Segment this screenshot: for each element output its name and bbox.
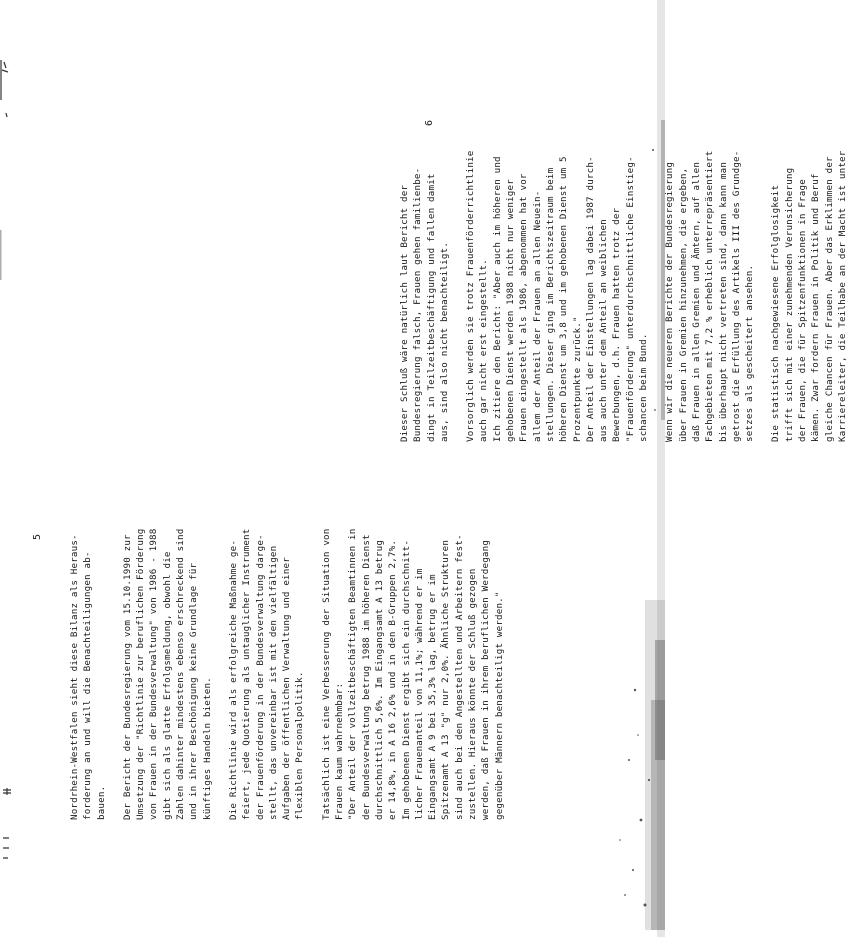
text-line: gleiche Chancen für Frauen. Aber das Erklimmen der xyxy=(823,156,835,442)
text-line: durchschnittlich 5,6%. Im Eingangsamt A 13 betrug xyxy=(373,539,385,820)
text-line: Bundesregierung falsch, Frauen gehen familienbe- xyxy=(412,167,424,442)
text-line: Ich zitiere den Bericht: "Aber auch im höheren und xyxy=(491,156,503,442)
text-line: allem der Anteil der Frauen an allen Neuein- xyxy=(531,190,543,442)
text-line: Nordrhein-Westfalen sieht diese Bilanz als Heraus- xyxy=(69,534,80,820)
page-number-right: 6 xyxy=(424,119,435,126)
text-line: aus, sind also nicht benachteiligt. xyxy=(438,241,450,442)
text-line: bis überhaupt nicht vertreten sind, dann kann man xyxy=(717,161,729,442)
paragraph xyxy=(320,529,506,820)
text-line: künftiges Handeln bieten. xyxy=(201,677,213,820)
scan-left-marks xyxy=(0,0,40,937)
text-line: aus auch unter dem Anteil an weiblichen xyxy=(598,219,610,442)
text-line: Der Bericht der Bundesregierung vom 15.10.1990 zur xyxy=(121,534,133,820)
text-line: gegenüber Männern benachteiligt werden." xyxy=(493,591,505,820)
text-line: Umsetzung der "Richtlinie zur beruflichen Förderung xyxy=(135,528,147,820)
text-line: Aufgaben der öffentlichen Verwaltung und einer xyxy=(281,557,293,820)
text-line: sind auch bei den Angestellten und Arbeitern fest- xyxy=(453,534,465,820)
text-line: Tatsächlich ist eine Verbesserung der Situation von xyxy=(320,528,332,820)
paragraph xyxy=(769,151,849,442)
text-line: dingt in Teilzeitbeschäftigung und fallen damit xyxy=(425,173,437,442)
text-line: forderung an und will die Benachteiligungen ab- xyxy=(82,551,94,820)
paragraph xyxy=(464,151,650,442)
text-line: setzes als gescheitert ansehen. xyxy=(744,264,756,442)
scan-edge-noise xyxy=(605,0,665,937)
text-line: feiert, jede Quotierung als untauglicher Instrument xyxy=(241,528,253,820)
text-line: Frauen eingestellt als 1986, abgenommen hat vor xyxy=(518,173,530,442)
text-line: höheren Dienst um 3,8 und im gehobenen Dienst um 5 xyxy=(558,156,570,442)
text-line: Der Anteil der Einstellungen lag dabei 1987 durch- xyxy=(584,156,596,442)
text-line: Frauen kaum wahrnehmbar: xyxy=(334,682,346,820)
text-line: Prozentpunkte zurück." xyxy=(571,316,583,442)
text-line: Karriereleiter, die Teilhabe an der Macht ist unter xyxy=(836,150,848,442)
text-line: stellungen. Dieser ging im Berichtszeitraum beim xyxy=(544,167,556,442)
text-line: schancen beim Bund. xyxy=(638,333,650,442)
text-line: Bewerbungen, d.h. Frauen hatten trotz der xyxy=(611,207,623,442)
text-line: Die Richtlinie wird als erfolgreiche Maßnahme ge- xyxy=(227,539,239,820)
page-number-left: 5 xyxy=(32,533,43,540)
text-line: Eingangsamt A 9 bei 35,3% lag, betrug er im xyxy=(427,574,439,820)
text-line: Dieser Schluß wäre natürlich laut Bericht der xyxy=(399,184,410,442)
paragraph xyxy=(227,529,307,820)
text-line: Spitzenamt A 13 "g" nur 2,0%. Ähnliche Strukturen xyxy=(440,539,452,820)
text-line: er 14,8%, in A 16 2,6% und in den B-Gruppen 2,7%. xyxy=(387,539,399,820)
text-line: werden, daß Frauen in ihrem beruflichen Werdegang xyxy=(480,539,492,820)
text-line: von Frauen in der Bundesverwaltung" von 1986 - 1988 xyxy=(148,528,160,820)
text-line: der Frauen, die für Spitzenfunktionen in Frage xyxy=(797,179,809,442)
text-line: Zahlen dahinter mindestens ebenso erschreckend sind xyxy=(175,528,187,820)
text-line: bauen. xyxy=(95,785,107,820)
paragraph xyxy=(398,151,451,442)
text-line: daß Frauen in allen Gremien und Ämtern, auf allen xyxy=(690,161,702,442)
text-line: "Der Anteil der vollzeitbeschäftigten Beamtinnen in xyxy=(347,528,359,820)
text-column-page-5 xyxy=(68,529,519,820)
text-line: Wenn wir die neueren Berichte der Bundesregierung xyxy=(664,161,676,442)
text-line: über Frauen in Gremien hinzunehmen, die ergeben, xyxy=(677,167,689,442)
text-line: der Frauenförderung in der Bundesverwaltung darge- xyxy=(254,534,266,820)
text-line: flexiblen Personalpolitik. xyxy=(294,671,306,820)
text-line: Die statistisch nachgewiesene Erfolglosigkeit xyxy=(770,184,782,442)
text-column-page-6 xyxy=(398,151,862,442)
text-line: licher Frauenanteil von 11,1%; während er im xyxy=(413,568,425,820)
text-line: gibt sich als glatte Erfolgsmeldung, obwohl die xyxy=(161,551,173,820)
text-line: stellt, das unvereinbar ist mit den vielfältigen xyxy=(267,545,279,820)
text-line: Fachgebieten mit 7,2 % erheblich unterrepräsentiert xyxy=(704,150,716,442)
text-line: kämen. Zwar fordern Frauen in Politik und Beruf xyxy=(810,173,822,442)
paragraph xyxy=(68,529,108,820)
text-line: "Frauenförderung" unterdurchschnittliche Einstieg- xyxy=(624,156,636,442)
text-line: und in ihrer Beschönigung keine Grundlage für xyxy=(188,562,200,820)
text-line: getrost die Erfüllung des Artikels III des Grundge- xyxy=(730,150,742,442)
text-line: auch gar nicht erst eingestellt. xyxy=(478,259,490,442)
paragraph xyxy=(121,529,214,820)
text-line: zustellen. Hieraus könnte der Schluß gezogen xyxy=(467,568,479,820)
text-line: gehobenen Dienst werden 1988 nicht nur weniger xyxy=(505,179,517,442)
text-line: Im gehobenen Dienst ergibt sich ein durchschnitt- xyxy=(400,539,412,820)
text-line: Vorsorglich werden sie trotz Frauenförderrichtlinie xyxy=(465,150,477,442)
text-line: trifft sich mit einer zunehmenden Verunsicherung xyxy=(783,167,795,442)
text-line: der Bundesverwaltung betrug 1988 im höheren Dienst xyxy=(360,534,372,820)
paragraph xyxy=(663,151,756,442)
